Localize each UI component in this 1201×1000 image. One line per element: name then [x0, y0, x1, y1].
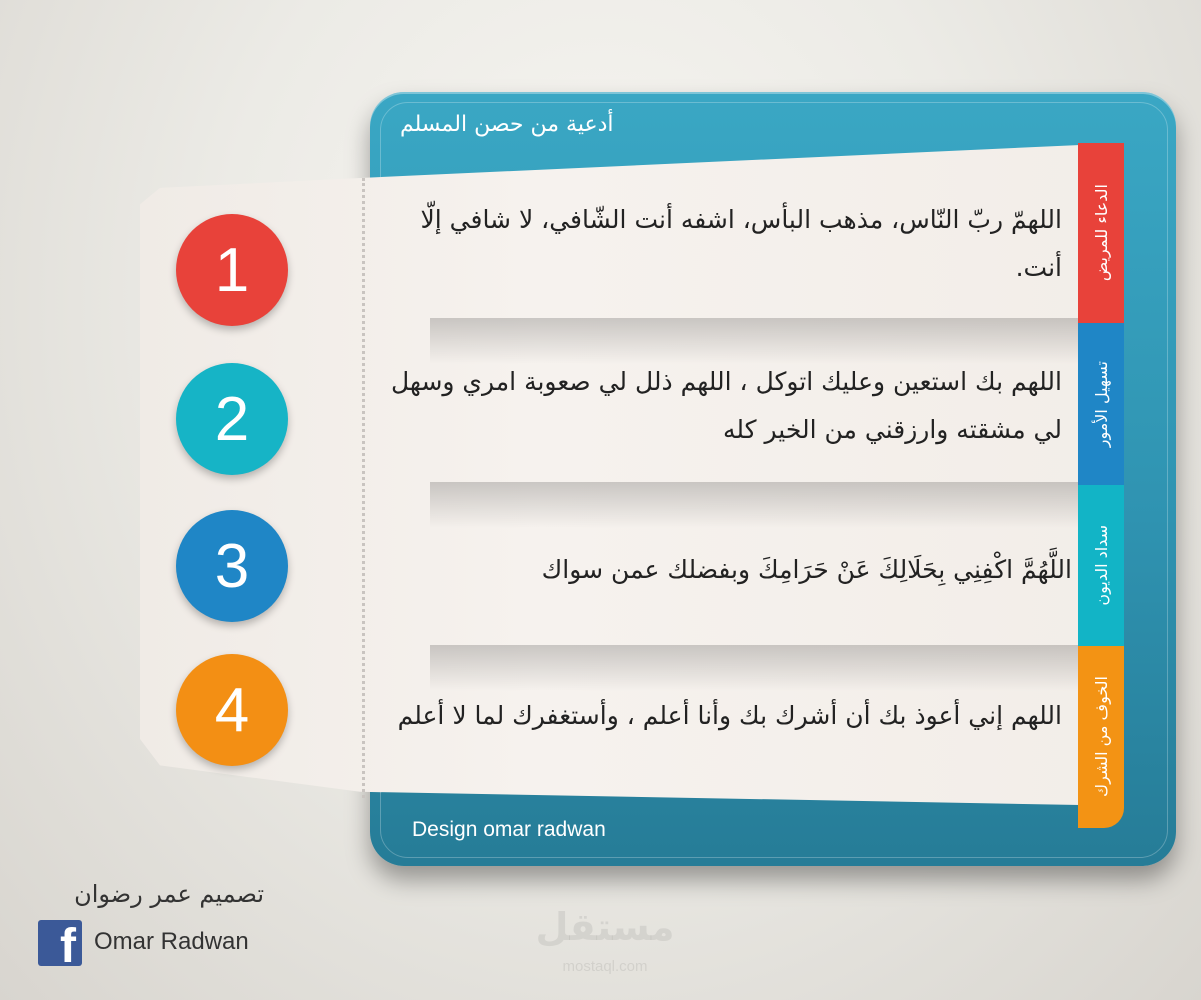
tab-debt — [1078, 485, 1124, 646]
tab-patient — [1078, 143, 1124, 323]
row-divider — [430, 482, 1078, 528]
watermark-site: mostaql.com — [562, 958, 648, 975]
row-divider — [430, 645, 1078, 691]
card-footer: Design omar radwan — [412, 818, 606, 841]
tab-shirk — [1078, 646, 1124, 828]
dua-text: اللهم إني أعوذ بك أن أشرك بك وأنا أعلم ، وأستغفرك لما لا أعلم — [397, 701, 1062, 730]
number-badge: 2 — [176, 363, 288, 475]
dua-text: اللهم بك استعين وعليك اتوكل ، اللهم ذلل لي صعوبة امري وسهل لي مشقته وارزقني من الخير كله — [391, 367, 1062, 444]
tab-label: الدعاء للمريض — [1091, 184, 1111, 282]
tab-label: سداد الديون — [1091, 525, 1111, 606]
designer-credit: تصميم عمر رضوان — [74, 880, 264, 908]
dua-text: اللهمّ ربّ النّاس، مذهب البأس، اشفه أنت الشّافي، لا شافي إلّا أنت. — [420, 205, 1062, 282]
watermark: مستقل — [535, 905, 675, 949]
facebook-icon: f — [38, 920, 82, 966]
number-badge: 1 — [176, 214, 288, 326]
tab-label: الخوف من الشرك — [1091, 676, 1111, 798]
tab-ease — [1078, 323, 1124, 485]
dua-text: اللَّهُمَّ اكْفِنِي بِحَلَالِكَ عَنْ حَرَامِكَ وبفضلك عمن سواك — [541, 555, 1072, 584]
number-badge: 4 — [176, 654, 288, 766]
dotted-divider — [362, 178, 365, 798]
card-title: أدعية من حصن المسلم — [400, 112, 614, 137]
tab-label: تسهيل الأمور — [1091, 360, 1111, 448]
number-badge: 3 — [176, 510, 288, 622]
facebook-name: Omar Radwan — [94, 928, 249, 955]
